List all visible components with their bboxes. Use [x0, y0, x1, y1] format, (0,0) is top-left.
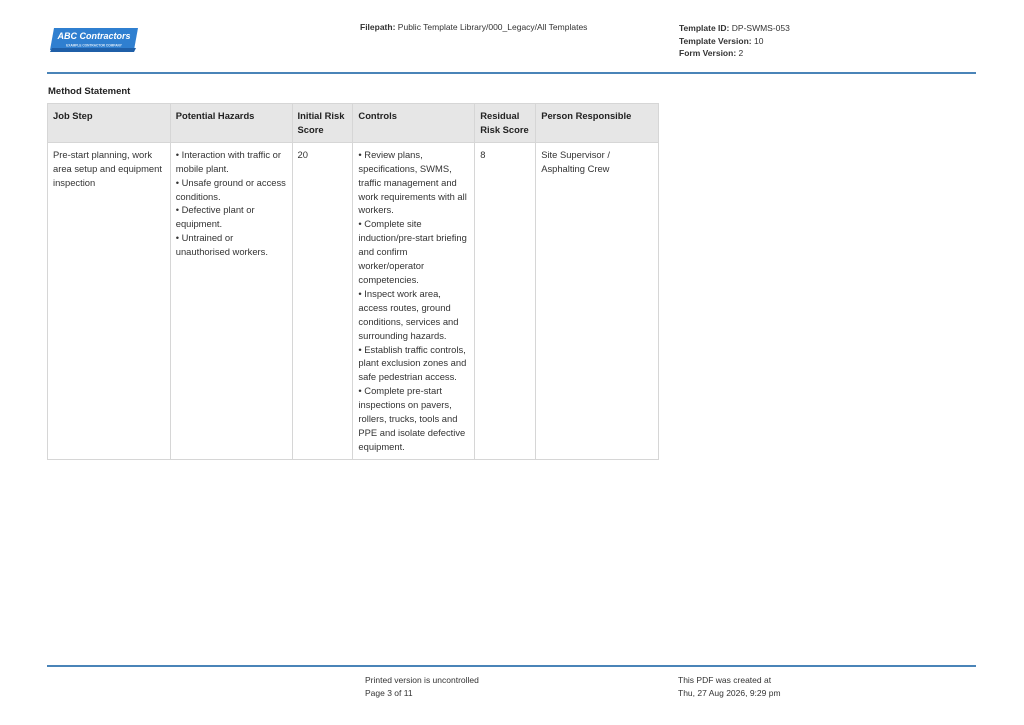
- cell-residual-risk-score: 8: [475, 142, 536, 459]
- company-logo: [48, 26, 138, 52]
- template-id-value: DP-SWMS-053: [731, 23, 790, 33]
- template-version: [679, 35, 790, 48]
- header-job-step: Job Step: [48, 104, 171, 143]
- table-header-row: [48, 104, 659, 143]
- cell-potential-hazards: [170, 142, 292, 459]
- created-label: This PDF was created at: [678, 675, 772, 685]
- section-title: Method Statement: [48, 86, 131, 97]
- control-item: • Inspect work area, access routes, ground conditions, services and surrounding hazards.: [358, 287, 459, 341]
- control-item: • Complete site induction/pre-start briefing and confirm worker/operator competencies.: [358, 218, 467, 285]
- cell-controls: [353, 142, 475, 459]
- form-version: [679, 47, 790, 60]
- page-header: [0, 0, 1024, 73]
- hazard-item: • Defective plant or equipment.: [175, 204, 255, 230]
- header-initial-risk-score: Initial Risk Score: [292, 104, 353, 143]
- template-id-label: Template ID:: [679, 23, 730, 33]
- uncontrolled-notice: Printed version is uncontrolled: [365, 675, 479, 685]
- control-item: • Establish traffic controls, plant exclusion zones and safe pedestrian access.: [358, 343, 467, 383]
- svg-text:ABC Contractors: ABC Contractors: [57, 31, 131, 41]
- method-statement-table: [47, 103, 659, 460]
- form-version-label: Form Version:: [679, 48, 737, 58]
- hazard-item: • Untrained or unauthorised workers.: [175, 232, 268, 258]
- header-controls: Controls: [353, 104, 475, 143]
- footer-created: [678, 674, 781, 699]
- table-row: [48, 142, 659, 459]
- header-person-responsible: Person Responsible: [536, 104, 659, 143]
- svg-text:EXAMPLE CONTRACTOR COMPANY: EXAMPLE CONTRACTOR COMPANY: [66, 43, 122, 48]
- cell-initial-risk-score: 20: [292, 142, 353, 459]
- created-timestamp: Thu, 27 Aug 2026, 9:29 pm: [678, 687, 781, 698]
- template-meta: [679, 22, 790, 60]
- footer-divider: [47, 665, 976, 667]
- template-id: [679, 22, 790, 35]
- cell-job-step: Pre-start planning, work area setup and equipment inspection: [48, 142, 171, 459]
- form-version-value: 2: [738, 48, 744, 58]
- control-item: • Complete pre-start inspections on pavers, rollers, trucks, tools and PPE and isolate defective equipment.: [358, 385, 466, 452]
- footer-page-info: [365, 674, 479, 699]
- hazard-item: • Interaction with traffic or mobile plant.: [175, 148, 281, 174]
- header-divider: [47, 72, 976, 74]
- header-potential-hazards: Potential Hazards: [170, 104, 292, 143]
- hazard-item: • Unsafe ground or access conditions.: [175, 176, 286, 202]
- page-number: Page 3 of 11: [365, 687, 413, 698]
- template-version-value: 10: [753, 35, 764, 46]
- header-residual-risk-score: Residual Risk Score: [475, 104, 536, 143]
- filepath: [360, 22, 587, 32]
- cell-person-responsible: Site Supervisor / Asphalting Crew: [536, 142, 659, 459]
- template-version-label: Template Version:: [679, 35, 752, 46]
- filepath-value: Public Template Library/000_Legacy/All Templates: [397, 22, 588, 32]
- filepath-label: Filepath:: [360, 22, 396, 32]
- control-item: • Review plans, specifications, SWMS, traffic management and work requirements with all workers.: [358, 148, 467, 216]
